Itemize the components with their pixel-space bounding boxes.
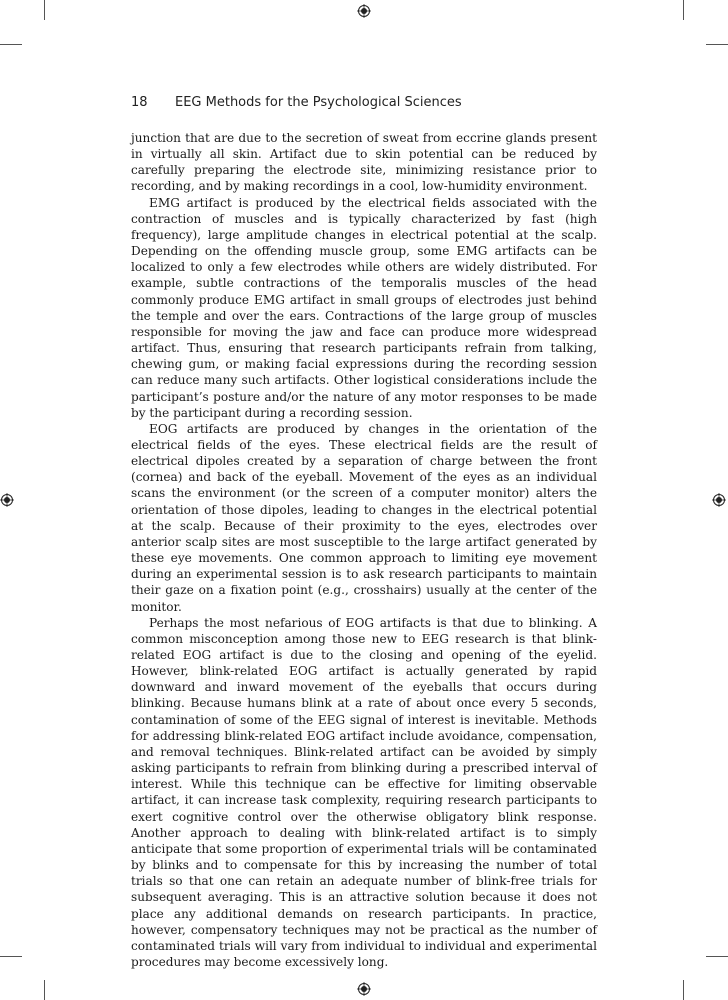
crop-mark-bottom-right-h [706, 956, 728, 957]
registration-mark-icon [712, 493, 726, 507]
crop-mark-bottom-left-h [0, 956, 22, 957]
crop-mark-bottom-left [44, 980, 45, 1000]
paragraph: EMG artifact is produced by the electrical fields associated with the contraction of muscles and is typically characterized by fast (high frequency), large amplitude changes in electrical potential at the scalp. Depending on the offending muscle group, some EMG artifacts can be localized to only a few electrodes while others are widely distributed. For example, subtle contractions of the temporalis muscles of the head commonly produce EMG artifact in small groups of electrodes just behind the temple and over the ears. Contractions of the large group of muscles responsible for moving the jaw and face can produce more widespread artifact. Thus, ensuring that research participants refrain from talking, chewing gum, or making facial expressions during the recording session can reduce many such artifacts. Other logistical considerations include the participant’s posture and/or the nature of any motor responses to be made by the participant during a recording session. [131, 195, 597, 420]
crop-mark-top-right-h [706, 44, 728, 45]
running-header [131, 95, 597, 110]
page-number: 18 [131, 95, 148, 110]
registration-mark-icon [357, 982, 371, 996]
crop-mark-top-right [683, 0, 684, 20]
registration-mark-icon [0, 493, 14, 507]
crop-mark-bottom-right [683, 980, 684, 1000]
running-title: EEG Methods for the Psychological Sciences [175, 95, 462, 110]
paragraph: EOG artifacts are produced by changes in the orientation of the electrical fields of the eyes. These electrical fields are the result of electrical dipoles created by a separation of charge between the front (cornea) and back of the eyeball. Movement of the eyes as an individual scans the environment (or the screen of a computer monitor) alters the orientation of those dipoles, leading to changes in the electrical potential at the scalp. Because of their proximity to the eyes, electrodes over anterior scalp sites are most susceptible to the large artifact generated by these eye movements. One common approach to limiting eye movement during an experimental session is to ask research participants to maintain their gaze on a fixation point (e.g., crosshairs) usually at the center of the monitor. [131, 421, 597, 614]
paragraph: junction that are due to the secretion of sweat from eccrine glands present in virtually all skin. Artifact due to skin potential can be reduced by carefully preparing the electrode site, minimizing resistance prior to recording, and by making recordings in a cool, low-humidity environment. [131, 131, 597, 194]
crop-mark-top-left [44, 0, 45, 20]
registration-mark-icon [357, 4, 371, 18]
paragraph: Perhaps the most nefarious of EOG artifacts is that due to blinking. A common misconception among those new to EEG research is that blink-related EOG artifact is due to the closing and opening of the eyelid. However, blink-related EOG artifact is actually generated by rapid downward and inward movement of the eyeballs that occurs during blinking. Because humans blink at a rate of about once every 5 seconds, contamination of some of the EEG signal of interest is inevitable. Methods for addressing blink-related EOG artifact include avoidance, compensation, and removal techniques. Blink-related artifact can be avoided by simply asking participants to refrain from blinking during a prescribed interval of interest. While this technique can be effective for limiting observable artifact, it can increase task complexity, requiring research participants to exert cognitive control over the otherwise obligatory blink response. Another approach to dealing with blink-related artifact is to simply anticipate that some proportion of experimental trials will be contaminated by blinks and to compensate for this by increasing the number of total trials so that one can retain an adequate number of blink-free trials for subsequent averaging. This is an attractive solution because it does not place any additional demands on research participants. In practice, however, compensatory techniques may not be practical as the number of contaminated trials will vary from individual to individual and experimental procedures may become excessively long. [131, 615, 597, 969]
body-text [131, 130, 597, 970]
crop-mark-top-left-h [0, 44, 22, 45]
